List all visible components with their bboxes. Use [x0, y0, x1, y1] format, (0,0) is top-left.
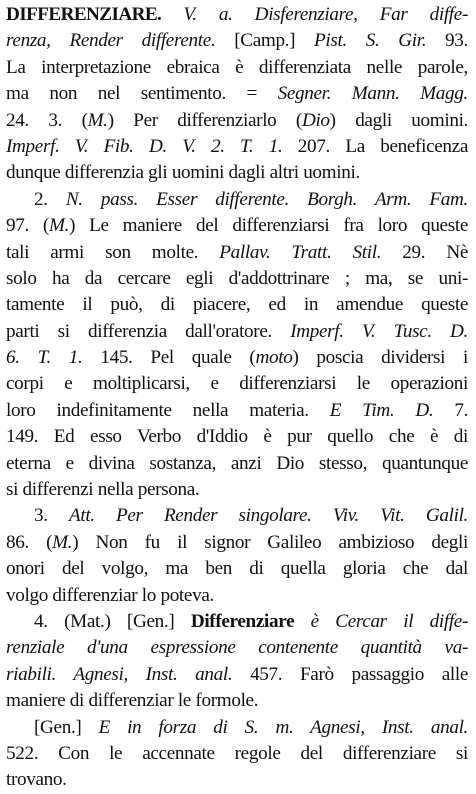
text-segment: 149. Ed esso Verbo d'Iddio è pur quello che è di — [6, 426, 468, 448]
italic-text: renziale d'una espressione contenente quantità va- — [6, 637, 468, 659]
text-line — [6, 371, 468, 397]
text-line — [6, 134, 468, 160]
text-segment: ) Non fu il signor Galileo ambizioso degli — [72, 531, 468, 553]
italic-text: Imperf. V. Tusc. D. — [290, 320, 469, 342]
text-segment — [161, 4, 183, 25]
text-segment: 145. Pel quale ( — [82, 347, 256, 369]
italic-text: Imperf. V. Fib. D. V. 2. T. 1. — [6, 135, 283, 157]
text-line — [6, 160, 468, 186]
headword: Differenziare — [190, 610, 295, 632]
italic-text: M. — [87, 109, 108, 131]
text-segment: [Gen.] — [34, 716, 99, 738]
text-line — [6, 108, 468, 134]
text-line — [6, 451, 468, 477]
text-line — [6, 556, 468, 582]
text-segment: 3. — [34, 505, 69, 527]
text-segment: eterna e divina sostanza, anzi Dio stesso, quantunque — [6, 452, 468, 474]
text-segment: 97. ( — [6, 215, 49, 237]
text-segment: ) Le maniere del differenziarsi fra loro queste — [69, 215, 468, 237]
italic-text: Att. Per Render singolare. Viv. Vit. Galil. — [68, 505, 468, 527]
text-segment: ma non nel sentimento. = — [6, 83, 278, 105]
text-segment: 457. Farò passaggio alle — [232, 663, 468, 685]
text-line — [6, 345, 468, 371]
italic-text: Dio — [301, 109, 330, 131]
text-line — [6, 28, 468, 54]
dictionary-entry — [6, 2, 468, 794]
text-line — [6, 583, 468, 609]
text-segment: 24. 3. ( — [6, 109, 88, 131]
text-segment: trovano. — [6, 769, 67, 791]
text-line — [6, 609, 468, 635]
italic-text: V. a. Disferenziare, Far diffe- — [183, 4, 468, 25]
text-segment: 93. — [426, 30, 468, 52]
text-segment: 86. ( — [6, 531, 53, 553]
text-line — [6, 187, 468, 213]
text-line — [6, 292, 468, 318]
headword: DIFFERENZIARE. — [6, 4, 162, 25]
text-line — [6, 477, 468, 503]
text-line — [6, 55, 468, 81]
text-segment: tali armi son molte. — [6, 241, 220, 263]
text-segment: parti si differenzia dall'oratore. — [6, 320, 291, 342]
italic-text: 6. T. 1. — [6, 347, 83, 369]
text-line — [6, 715, 468, 741]
italic-text: E in forza di S. m. Agnesi, Inst. anal. — [98, 716, 469, 738]
text-segment: 207. La beneficenza — [282, 135, 468, 157]
italic-text: M. — [52, 531, 73, 553]
text-segment: [Camp.] — [215, 30, 315, 52]
text-line — [6, 530, 468, 556]
text-line — [6, 503, 468, 529]
text-segment: si differenzi nella persona. — [6, 479, 200, 501]
text-line — [6, 2, 468, 28]
text-line — [6, 662, 468, 688]
italic-text: M. — [48, 215, 70, 237]
italic-text: è Cercar il diffe- — [294, 610, 469, 632]
italic-text: Pist. S. Gir. — [314, 30, 427, 52]
text-segment: loro indefinitamente nella materia. — [6, 399, 330, 421]
italic-text: riabili. Agnesi, Inst. anal. — [6, 663, 233, 685]
text-line — [6, 741, 468, 767]
text-segment: corpi e moltiplicarsi, e differenziarsi le operazioni — [6, 373, 468, 395]
text-segment: tamente il può, di piacere, ed in amendue queste — [6, 294, 468, 316]
text-segment: ) poscia dividersi i — [292, 347, 469, 369]
text-line — [6, 240, 468, 266]
italic-text: Segner. Mann. Magg. — [277, 83, 468, 105]
text-segment: onori del volgo, ma ben di quella gloria che dal — [6, 558, 468, 580]
italic-text: renza, Render differente. — [6, 30, 216, 52]
italic-text: E Tim. D. — [329, 399, 434, 421]
text-line — [6, 81, 468, 107]
text-segment: 4. (Mat.) [Gen.] — [34, 610, 191, 632]
italic-text: moto — [255, 347, 293, 369]
text-line — [6, 688, 468, 714]
text-segment: 29. Nè — [381, 241, 468, 263]
text-line — [6, 424, 468, 450]
text-segment: 2. — [34, 188, 66, 210]
text-line — [6, 398, 468, 424]
text-line — [6, 213, 468, 239]
text-line — [6, 266, 468, 292]
text-segment: 7. — [433, 399, 469, 421]
italic-text: Pallav. Tratt. Stil. — [219, 241, 382, 263]
text-segment: ) dagli uomini. — [329, 109, 469, 131]
text-segment: maniere di differenziar le formole. — [6, 690, 259, 712]
italic-text: N. pass. Esser differente. Borgh. Arm. Fam. — [65, 188, 469, 210]
text-line — [6, 635, 468, 661]
text-segment: volgo differenziar lo poteva. — [6, 584, 214, 606]
text-line — [6, 767, 468, 793]
text-segment: La interpretazione ebraica è differenziata nelle parole, — [6, 56, 468, 78]
text-line — [6, 319, 468, 345]
text-segment: dunque differenzia gli uomini dagli altri uomini. — [6, 162, 360, 184]
text-segment: ) Per differenziarlo ( — [107, 109, 302, 131]
text-segment: 522. Con le accennate regole del differenziare si — [6, 742, 468, 764]
text-segment: solo ha da cercare egli d'addottrinare ; ma, se uni- — [6, 267, 468, 289]
